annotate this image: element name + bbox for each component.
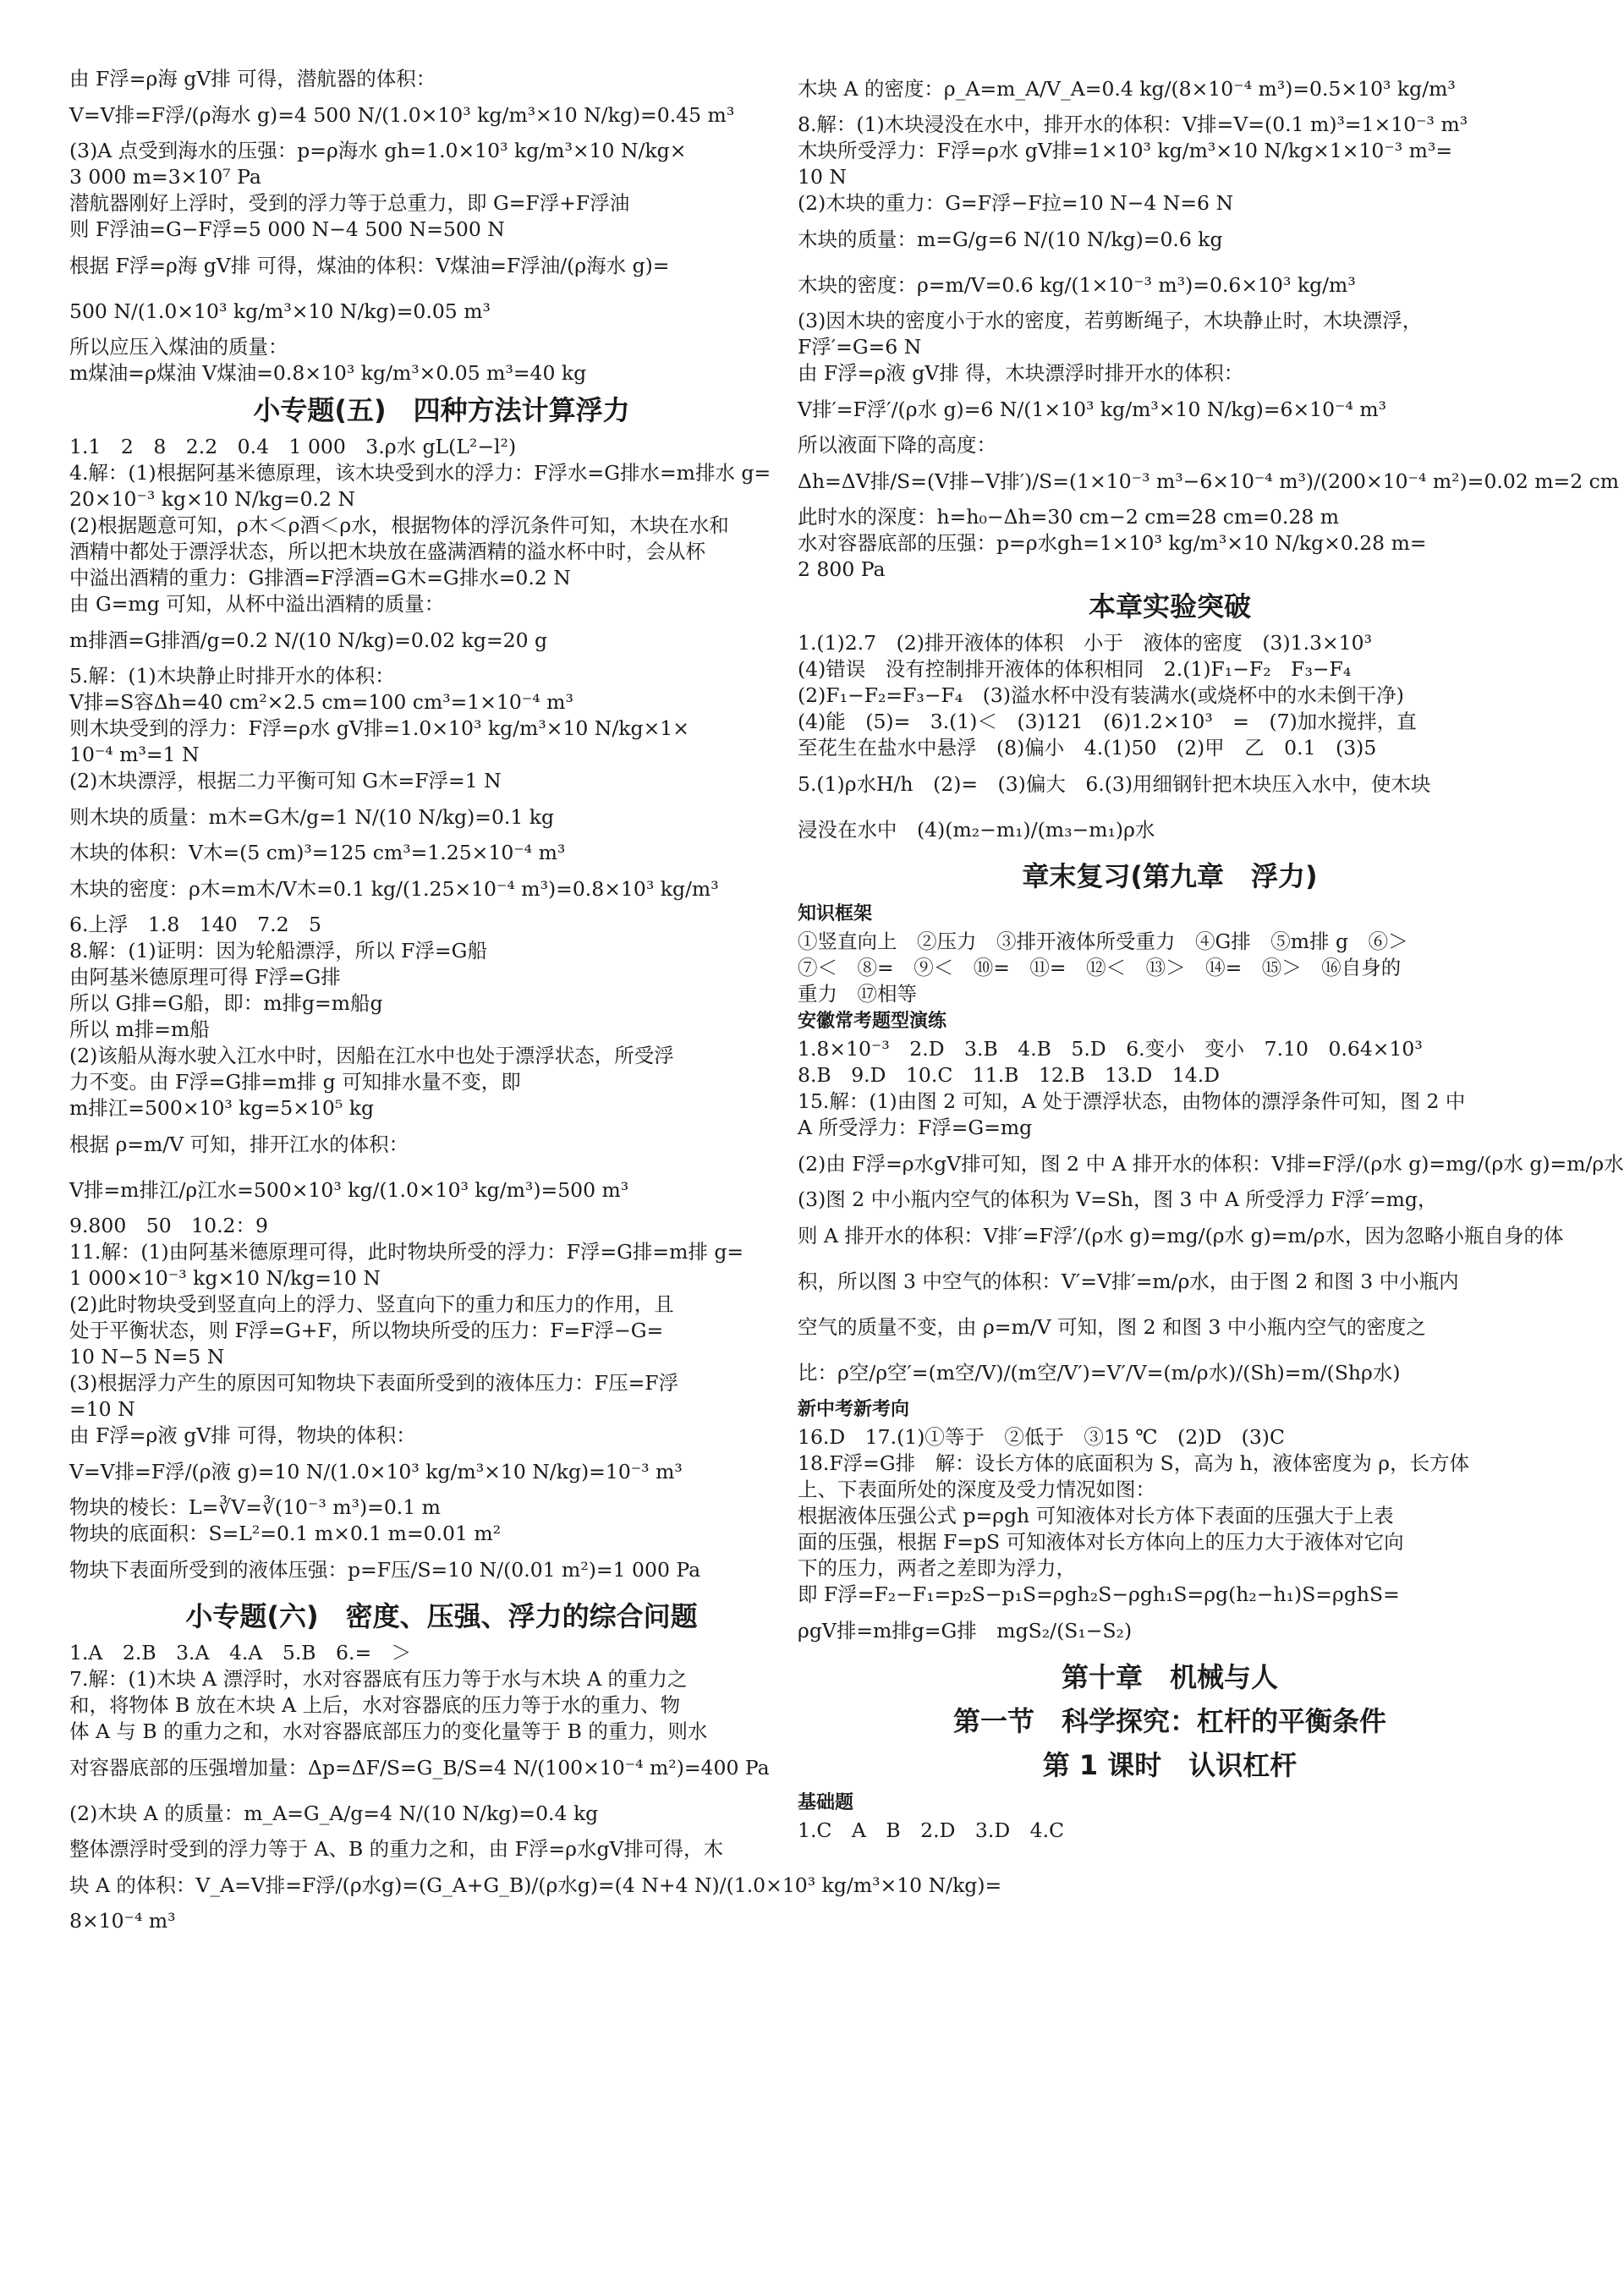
answer-line: 面的压强，根据 F=pS 可知液体对长方体向上的压力大于液体对它向 — [798, 1530, 1404, 1554]
answer-line: F浮′=G=6 N — [798, 335, 922, 359]
answer-line: 1 000×10⁻³ kg×10 N/kg=10 N — [69, 1266, 381, 1290]
answer-line: 木块的质量：m=G/g=6 N/(10 N/kg)=0.6 kg — [798, 228, 1223, 251]
answer-line: 4.解：(1)根据阿基米德原理，该木块受到水的浮力：F浮水=G排水=m排水 g= — [69, 461, 771, 485]
answer-line: 16.D 17.(1)①等于 ②低于 ③15 ℃ (2)D (3)C — [798, 1425, 1285, 1449]
answer-line: 由 G=mg 可知，从杯中溢出酒精的质量： — [69, 592, 445, 616]
answer-line: Δh=ΔV排/S=(V排−V排′)/S=(1×10⁻³ m³−6×10⁻⁴ m³)/(200×10⁻⁴ m²)=0.02 m=2 cm — [798, 469, 1620, 493]
answer-line: 6.上浮 1.8 140 7.2 5 — [69, 913, 321, 936]
answer-line: 积，所以图 3 中空气的体积：V′=V排′=m/ρ水，由于图 2 和图 3 中小瓶内 — [798, 1270, 1459, 1293]
section-heading: 第 1 课时 认识杠杆 — [1042, 1749, 1298, 1781]
answer-line: (3)A 点受到海水的压强：p=ρ海水 gh=1.0×10³ kg/m³×10 N/kg× — [69, 139, 687, 162]
answer-line: 物块的底面积：S=L²=0.1 m×0.1 m=0.01 m² — [69, 1522, 502, 1545]
answer-line: (2)此时物块受到竖直向上的浮力、竖直向下的重力和压力的作用，且 — [69, 1292, 674, 1316]
answer-line: (3)根据浮力产生的原因可知物块下表面所受到的液体压力：F压=F浮 — [69, 1371, 679, 1395]
answer-line: (2)该船从海水驶入江水中时，因船在江水中也处于漂浮状态，所受浮 — [69, 1044, 674, 1067]
answer-line: (2)木块漂浮，根据二力平衡可知 G木=F浮=1 N — [69, 769, 502, 792]
answer-line: 根据 ρ=m/V 可知，排开江水的体积： — [69, 1133, 409, 1156]
answer-line: 5.解：(1)木块静止时排开水的体积： — [69, 664, 395, 688]
answer-line: ρgV排=m排g=G排 mgS₂/(S₁−S₂) — [798, 1619, 1133, 1643]
answer-line: (4)能 (5)= 3.(1)＜ (3)121 (6)1.2×10³ = (7)加水搅拌，直 — [798, 710, 1417, 733]
answer-line: 整体漂浮时受到的浮力等于 A、B 的重力之和，由 F浮=ρ水gV排可得，木 — [69, 1837, 723, 1861]
answer-line: 物块的棱长：L=∛V=∛(10⁻³ m³)=0.1 m — [69, 1495, 441, 1519]
answer-line: 下的压力，两者之差即为浮力， — [798, 1556, 1076, 1580]
answer-line: (4)错误 没有控制排开液体的体积相同 2.(1)F₁−F₂ F₃−F₄ — [798, 657, 1352, 681]
answer-line: 上、下表面所处的深度及受力情况如图： — [798, 1478, 1155, 1501]
subsection-heading: 知识框架 — [798, 903, 873, 924]
answer-line: 即 F浮=F₂−F₁=p₂S−p₁S=ρgh₂S−ρgh₁S=ρg(h₂−h₁)S=ρghS= — [798, 1582, 1400, 1606]
answer-line: 由 F浮=ρ海 gV排 可得，潜航器的体积： — [69, 67, 436, 90]
subsection-heading: 安徽常考题型演练 — [798, 1011, 947, 1032]
answer-line: 所以液面下降的高度： — [798, 433, 996, 457]
answer-line: 块 A 的体积：V_A=V排=F浮/(ρ水g)=(G_A+G_B)/(ρ水g)=(4 N+4 N)/(1.0×10³ kg/m³×10 N/kg)= — [69, 1873, 1002, 1897]
answer-line: 10 N−5 N=5 N — [69, 1345, 225, 1368]
answer-line: 由 F浮=ρ液 gV排 得，木块漂浮时排开水的体积： — [798, 361, 1244, 385]
answer-line: (2)由 F浮=ρ水gV排可知，图 2 中 A 排开水的体积：V排=F浮/(ρ水 g)=mg/(ρ水 g)=m/ρ水 — [798, 1152, 1624, 1176]
answer-line: 木块 A 的密度：ρ_A=m_A/V_A=0.4 kg/(8×10⁻⁴ m³)=0.5×10³ kg/m³ — [798, 77, 1456, 101]
answer-line: (2)F₁−F₂=F₃−F₄ (3)溢水杯中没有装满水(或烧杯中的水未倒干净) — [798, 683, 1404, 707]
answer-line: 酒精中都处于漂浮状态，所以把木块放在盛满酒精的溢水杯中时，会从杯 — [69, 540, 705, 563]
answer-line: 中溢出酒精的重力：G排酒=F浮酒=G木=G排水=0.2 N — [69, 566, 571, 590]
answer-line: 8×10⁻⁴ m³ — [69, 1909, 176, 1933]
answer-line: 木块的密度：ρ=m/V=0.6 kg/(1×10⁻³ m³)=0.6×10³ kg/m³ — [798, 273, 1356, 297]
answer-line: 10⁻⁴ m³=1 N — [69, 743, 200, 766]
answer-line: (2)根据题意可知，ρ木＜ρ酒＜ρ水，根据物体的浮沉条件可知，木块在水和 — [69, 513, 729, 537]
answer-line: 物块下表面所受到的液体压强：p=F压/S=10 N/(0.01 m²)=1 000 Pa — [69, 1558, 701, 1582]
answer-line: 所以 G排=G船，即：m排g=m船g — [69, 991, 383, 1015]
answer-line: 则木块受到的浮力：F浮=ρ水 gV排=1.0×10³ kg/m³×10 N/kg×1× — [69, 716, 689, 740]
answer-line: 和，将物体 B 放在木块 A 上后，水对容器底的压力等于水的重力、物 — [69, 1693, 681, 1717]
answer-line: =10 N — [69, 1397, 135, 1421]
subsection-heading: 基础题 — [798, 1792, 854, 1813]
answer-line: V排=S容Δh=40 cm²×2.5 cm=100 cm³=1×10⁻⁴ m³ — [69, 690, 573, 714]
answer-column-right — [798, 66, 1624, 1844]
answer-line: 20×10⁻³ kg×10 N/kg=0.2 N — [69, 487, 355, 511]
answer-line: 1.C A B 2.D 3.D 4.C — [798, 1818, 1065, 1842]
answer-line: 1.8×10⁻³ 2.D 3.B 4.B 5.D 6.变小 变小 7.10 0.64×10³ — [798, 1037, 1423, 1061]
answer-line: (3)因木块的密度小于水的密度，若剪断绳子，木块静止时，木块漂浮， — [798, 309, 1423, 332]
section-heading: 第十章 机械与人 — [1061, 1661, 1278, 1693]
answer-line: 3 000 m=3×10⁷ Pa — [69, 165, 261, 189]
answer-line: (2)木块的重力：G=F浮−F拉=10 N−4 N=6 N — [798, 191, 1234, 215]
answer-line: ⑦＜ ⑧= ⑨＜ ⑩= ⑪= ⑫＜ ⑬＞ ⑭= ⑮＞ ⑯自身的 — [798, 956, 1402, 979]
answer-line: (3)图 2 中小瓶内空气的体积为 V=Sh，图 3 中 A 所受浮力 F浮′=mg， — [798, 1187, 1438, 1211]
answer-line: 比：ρ空/ρ空′=(m空/V)/(m空/V′)=V′/V=(m/ρ水)/(Sh)=m/(Shρ水) — [798, 1361, 1401, 1385]
section-heading: 第一节 科学探究：杠杆的平衡条件 — [952, 1705, 1386, 1737]
answer-line: 1.A 2.B 3.A 4.A 5.B 6.= ＞ — [69, 1641, 412, 1664]
answer-line: 木块所受浮力：F浮=ρ水 gV排=1×10³ kg/m³×10 N/kg×1×10⁻³ m³= — [798, 139, 1453, 162]
answer-line: V=V排=F浮/(ρ海水 g)=4 500 N/(1.0×10³ kg/m³×10 N/kg)=0.45 m³ — [69, 103, 735, 127]
answer-line: 15.解：(1)由图 2 可知，A 处于漂浮状态，由物体的漂浮条件可知，图 2 中 — [798, 1089, 1466, 1113]
answer-line: V排=m排江/ρ江水=500×10³ kg/(1.0×10³ kg/m³)=500 m³ — [69, 1178, 629, 1202]
answer-line: (2)木块 A 的质量：m_A=G_A/g=4 N/(10 N/kg)=0.4 kg — [69, 1802, 599, 1825]
answer-line: 500 N/(1.0×10³ kg/m³×10 N/kg)=0.05 m³ — [69, 299, 491, 323]
answer-line: 对容器底部的压强增加量：Δp=ΔF/S=G_B/S=4 N/(100×10⁻⁴ m²)=400 Pa — [69, 1756, 770, 1780]
answer-line: 木块的体积：V木=(5 cm)³=125 cm³=1.25×10⁻⁴ m³ — [69, 841, 566, 864]
answer-line: 2 800 Pa — [798, 557, 886, 581]
answer-line: 所以 m排=m船 — [69, 1017, 210, 1041]
answer-line: 重力 ⑰相等 — [798, 982, 917, 1006]
answer-line: 1.(1)2.7 (2)排开液体的体积 小于 液体的密度 (3)1.3×10³ — [798, 631, 1373, 655]
answer-line: 所以应压入煤油的质量： — [69, 335, 288, 359]
answer-line: 18.F浮=G排 解：设长方体的底面积为 S，高为 h，液体密度为 ρ，长方体 — [798, 1451, 1470, 1475]
answer-line: 至花生在盐水中悬浮 (8)偏小 4.(1)50 (2)甲 乙 0.1 (3)5 — [798, 736, 1377, 760]
answer-line: 则 F浮油=G−F浮=5 000 N−4 500 N=500 N — [69, 217, 505, 241]
answer-line: 空气的质量不变，由 ρ=m/V 可知，图 2 和图 3 中小瓶内空气的密度之 — [798, 1315, 1426, 1339]
answer-line: m排酒=G排酒/g=0.2 N/(10 N/kg)=0.02 kg=20 g — [69, 628, 548, 652]
answer-line: m排江=500×10³ kg=5×10⁵ kg — [69, 1096, 375, 1120]
answer-line: 潜航器刚好上浮时，受到的浮力等于总重力，即 G=F浮+F浮油 — [69, 191, 630, 215]
answer-line: 则木块的质量：m木=G木/g=1 N/(10 N/kg)=0.1 kg — [69, 805, 555, 829]
answer-line: 1.1 2 8 2.2 0.4 1 000 3.ρ水 gL(L²−l²) — [69, 435, 517, 458]
section-heading: 本章实验突破 — [1088, 590, 1251, 622]
answer-line: ①竖直向上 ②压力 ③排开液体所受重力 ④G排 ⑤m排 g ⑥＞ — [798, 930, 1408, 953]
answer-line: 11.解：(1)由阿基米德原理可得，此时物块所受的浮力：F浮=G排=m排 g= — [69, 1240, 744, 1264]
answer-line: 则 A 排开水的体积：V排′=F浮′/(ρ水 g)=mg/(ρ水 g)=m/ρ水，因为忽略小瓶自身的体 — [798, 1224, 1564, 1248]
answer-line: V排′=F浮′/(ρ水 g)=6 N/(1×10³ kg/m³×10 N/kg)=6×10⁻⁴ m³ — [798, 398, 1387, 421]
answer-line: 根据 F浮=ρ海 gV排 可得，煤油的体积：V煤油=F浮油/(ρ海水 g)= — [69, 254, 670, 277]
answer-line: 浸没在水中 (4)(m₂−m₁)/(m₃−m₁)ρ水 — [798, 818, 1155, 842]
subsection-heading: 新中考新考向 — [798, 1399, 910, 1420]
answer-line: 8.解：(1)证明：因为轮船漂浮，所以 F浮=G船 — [69, 939, 487, 963]
answer-line: 8.解：(1)木块浸没在水中，排开水的体积：V排=V=(0.1 m)³=1×10⁻³ m³ — [798, 112, 1468, 136]
answer-line: 水对容器底部的压强：p=ρ水gh=1×10³ kg/m³×10 N/kg×0.28 m= — [798, 531, 1427, 555]
answer-line: m煤油=ρ煤油 V煤油=0.8×10³ kg/m³×0.05 m³=40 kg — [69, 361, 587, 385]
section-heading: 小专题(六) 密度、压强、浮力的综合问题 — [185, 1600, 698, 1632]
answer-line: 7.解：(1)木块 A 漂浮时，水对容器底有压力等于水与木块 A 的重力之 — [69, 1667, 688, 1691]
answer-line: 由阿基米德原理可得 F浮=G排 — [69, 965, 341, 989]
answer-line: 木块的密度：ρ木=m木/V木=0.1 kg/(1.25×10⁻⁴ m³)=0.8×10³ kg/m³ — [69, 877, 719, 901]
answer-line: V=V排=F浮/(ρ液 g)=10 N/(1.0×10³ kg/m³×10 N/kg)=10⁻³ m³ — [69, 1460, 683, 1484]
answer-line: 9.800 50 10.2：9 — [69, 1214, 268, 1237]
answer-line: 力不变。由 F浮=G排=m排 g 可知排水量不变，即 — [69, 1070, 521, 1094]
answer-line: 处于平衡状态，则 F浮=G+F，所以物块所受的压力：F=F浮−G= — [69, 1319, 664, 1342]
answer-line: 体 A 与 B 的重力之和，水对容器底部压力的变化量等于 B 的重力，则水 — [69, 1719, 708, 1743]
section-heading: 章末复习(第九章 浮力) — [1022, 860, 1318, 892]
answer-line: A 所受浮力：F浮=G=mg — [798, 1116, 1033, 1139]
answer-line: 此时水的深度：h=h₀−Δh=30 cm−2 cm=28 cm=0.28 m — [798, 505, 1340, 529]
section-heading: 小专题(五) 四种方法计算浮力 — [253, 394, 630, 426]
answer-line: 5.(1)ρ水H/h (2)= (3)偏大 6.(3)用细钢针把木块压入水中，使木块 — [798, 772, 1431, 796]
answer-line: 根据液体压强公式 p=ρgh 可知液体对长方体下表面的压强大于上表 — [798, 1504, 1394, 1527]
answer-line: 8.B 9.D 10.C 11.B 12.B 13.D 14.D — [798, 1063, 1221, 1087]
answer-line: 10 N — [798, 165, 847, 189]
answer-line: 由 F浮=ρ液 gV排 可得，物块的体积： — [69, 1423, 416, 1447]
